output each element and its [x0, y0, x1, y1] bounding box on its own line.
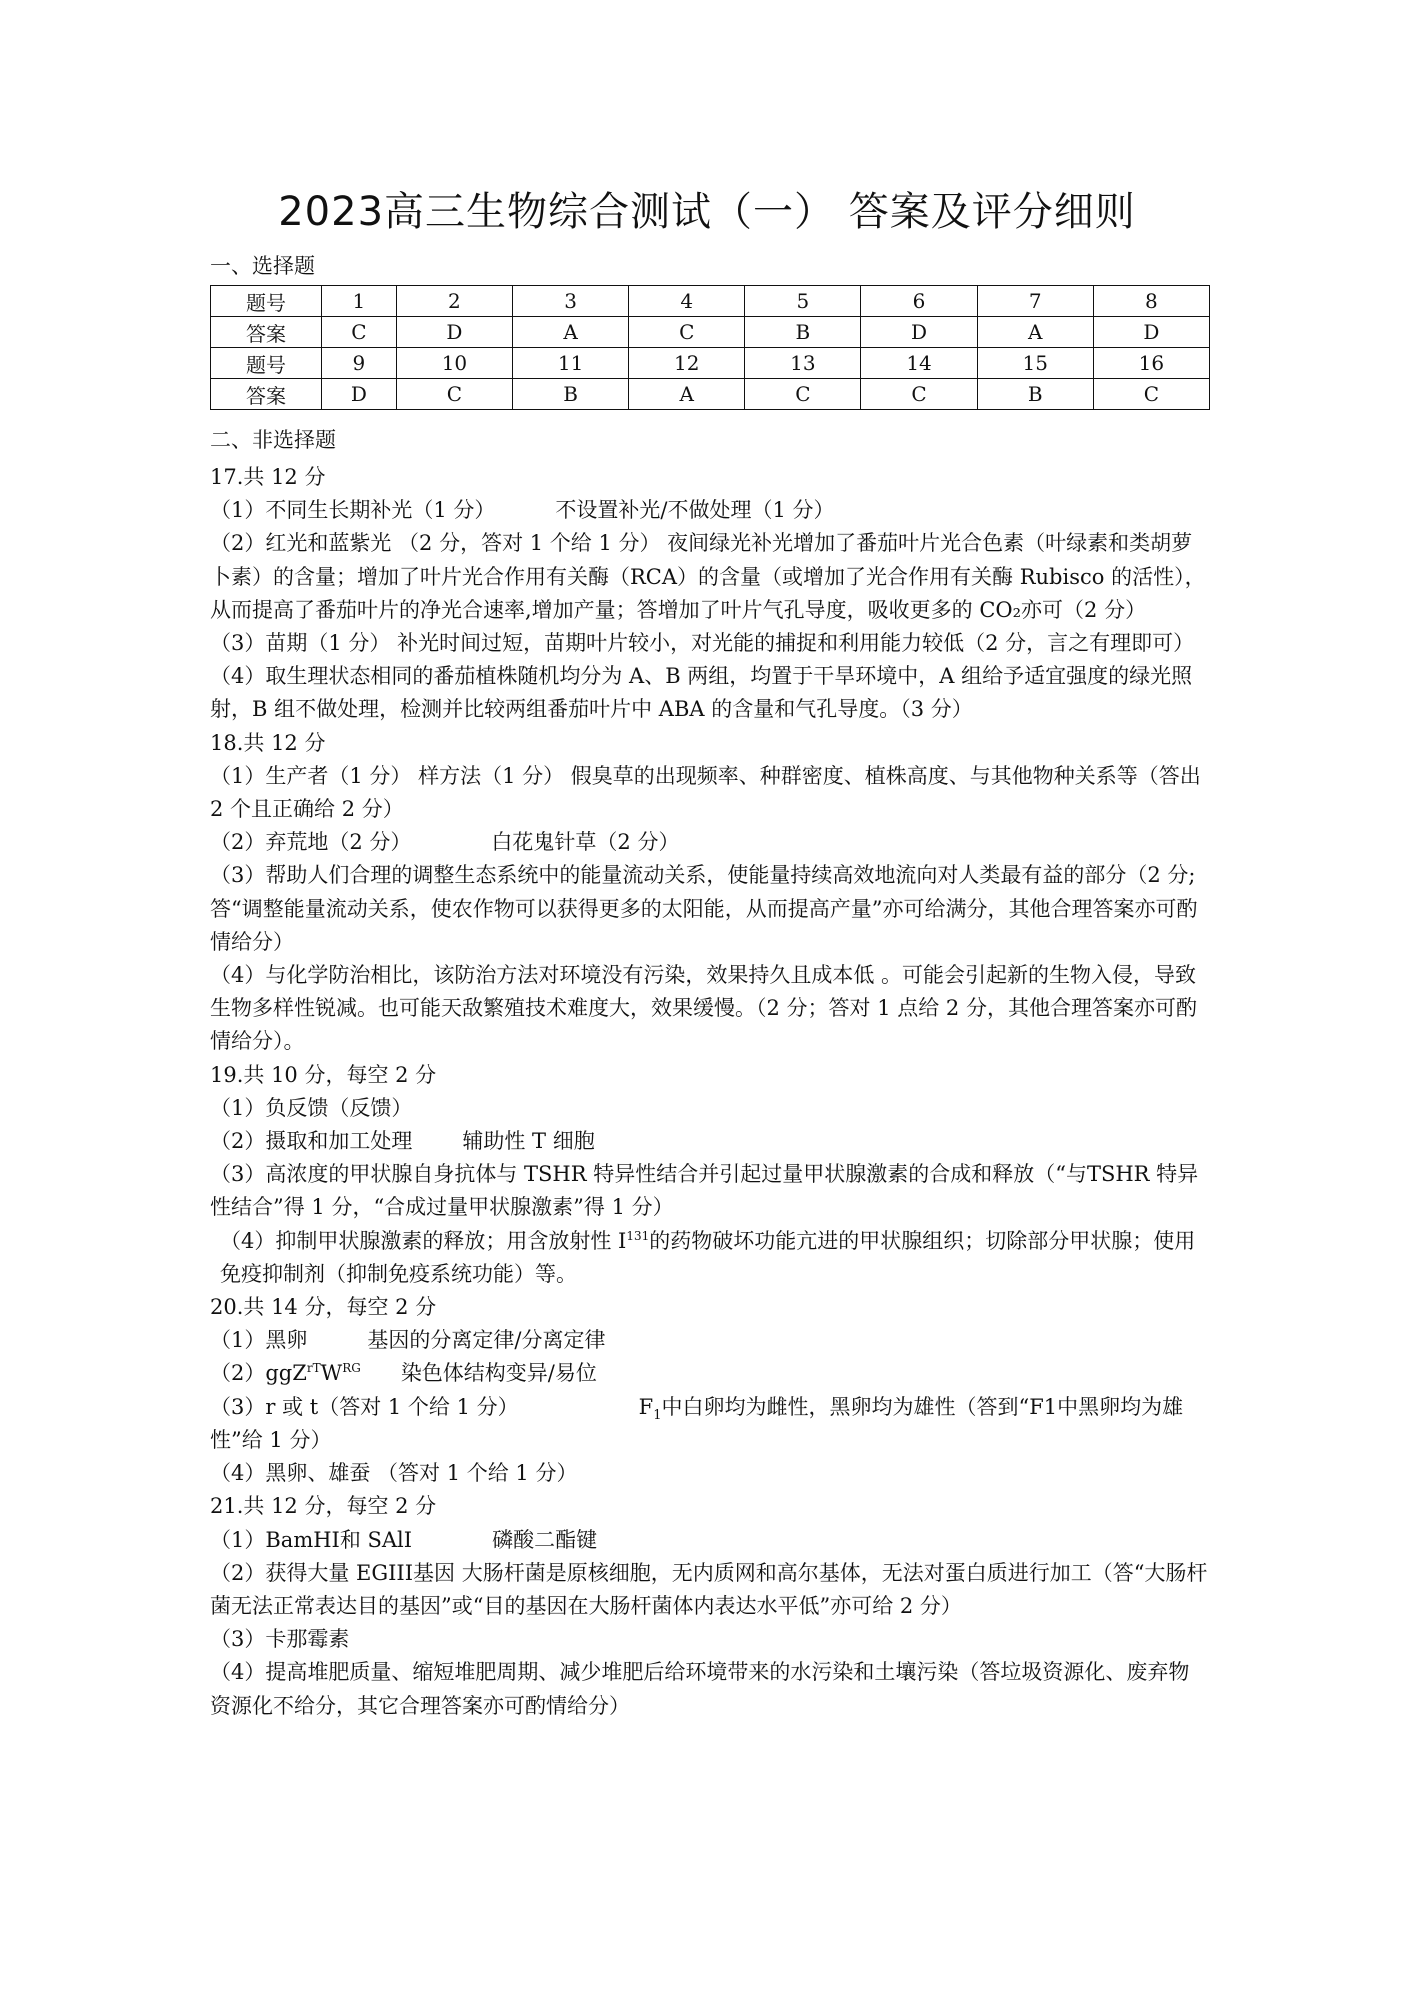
table-row-label: 题号 — [211, 286, 322, 317]
table-cell: 14 — [861, 348, 977, 379]
q17-part1 — [210, 494, 1210, 527]
q18-part2-a: （2）弃荒地（2 分） — [210, 830, 412, 855]
q19-part4-b: 的药物破坏功能亢进的甲状腺组织；切除部分甲状腺；使用免疫抑制剂（抑制免疫系统功能）等。 — [220, 1228, 1196, 1286]
q20-part3-b1: F — [638, 1394, 654, 1419]
table-cell: A — [513, 317, 629, 348]
q20-part3-subscript: 1 — [653, 1407, 662, 1423]
table-row — [211, 379, 1210, 410]
q20-part1 — [210, 1324, 1210, 1357]
page-title: 2023高三生物综合测试（一） 答案及评分细则 — [278, 189, 1136, 235]
q20-part2-sup2: RG — [342, 1361, 361, 1376]
table-cell: B — [513, 379, 629, 410]
q18-part2 — [210, 826, 1210, 859]
q20-part3-b2: 中白卵均为雌性，黑卵均为雄性（答到“F1中黑卵均为雄性”给 1 分） — [210, 1394, 1184, 1452]
q21-part1 — [210, 1524, 1210, 1557]
q18-part1: （1）生产者（1 分） 样方法（1 分） 假臭草的出现频率、种群密度、植株高度、与其他物种关系等（答出 2 个且正确给 2 分） — [210, 763, 1201, 822]
q19-part4-superscript: 131 — [626, 1228, 650, 1243]
table-cell: 12 — [629, 348, 745, 379]
q20-heading: 20.共 14 分，每空 2 分 — [210, 1295, 437, 1320]
table-cell: 2 — [396, 286, 512, 317]
table-cell: 13 — [745, 348, 861, 379]
q19-part1: （1）负反馈（反馈） — [210, 1095, 413, 1120]
table-cell: D — [861, 317, 977, 348]
q17-part1-a: （1）不同生长期补光（1 分） — [210, 498, 496, 523]
q18-part2-b: 白花鬼针草（2 分） — [491, 830, 680, 855]
table-cell: 15 — [977, 348, 1093, 379]
table-cell: D — [322, 379, 397, 410]
q19-part3: （3）高浓度的甲状腺自身抗体与 TSHR 特异性结合并引起过量甲状腺激素的合成和释放（“与TSHR 特异性结合”得 1 分，“合成过量甲状腺激素”得 1 分） — [210, 1162, 1199, 1220]
table-cell: C — [322, 317, 397, 348]
q17-part3: （3）苗期（1 分） 补光时间过短，苗期叶片较小，对光能的捕捉和利用能力较低（2 分，言之有理即可） — [210, 631, 1195, 656]
q19-part2-a: （2）摄取和加工处理 — [210, 1129, 413, 1154]
q20-part3 — [210, 1391, 1210, 1457]
q18-part3: （3）帮助人们合理的调整生态系统中的能量流动关系，使能量持续高效地流向对人类最有益的部分（2 分;答“调整能量流动关系，使农作物可以获得更多的太阳能，从而提高产量”亦可给满分，其他合理答案亦可酌情给分） — [210, 863, 1198, 954]
q21-part1-b: 磷酸二酯键 — [492, 1527, 598, 1552]
q17-part2: （2）红光和蓝紫光 （2 分，答对 1 个给 1 分） 夜间绿光补光增加了番茄叶片光合色素（叶绿素和类胡萝卜素）的含量；增加了叶片光合作用有关酶（RCA）的含量（或增加了光合作用有关酶 Rubisco 的活性），从而提高了番茄叶片的净光合速率,增加产量；答增加了叶片气孔导度，吸收更多的 CO₂亦可（2 分） — [210, 531, 1206, 622]
table-cell: 6 — [861, 286, 977, 317]
q19-part2 — [210, 1125, 1210, 1158]
table-cell: 5 — [745, 286, 861, 317]
q17-part1-b: 不设置补光/不做处理（1 分） — [555, 498, 835, 523]
answers-body — [210, 461, 1210, 1723]
q20-part3-a: （3）r 或 t（答对 1 个给 1 分） — [210, 1394, 519, 1419]
table-cell: 4 — [629, 286, 745, 317]
q19-part4-a: （4）抑制甲状腺激素的释放；用含放射性 I — [220, 1228, 627, 1253]
q21-part2: （2）获得大量 EGIII基因 大肠杆菌是原核细胞，无内质网和高尔基体，无法对蛋白质进行加工（答“大肠杆菌无法正常表达目的基因”或“目的基因在大肠杆菌体内表达水平低”亦可给 2 分） — [210, 1560, 1208, 1618]
table-cell: 9 — [322, 348, 397, 379]
q20-part2-mid: W — [320, 1361, 343, 1386]
q20-part2-b: 染色体结构变异/易位 — [400, 1361, 597, 1386]
q21-part1-a: （1）BamHⅠ和 SAlⅠ — [210, 1527, 413, 1552]
table-cell: C — [745, 379, 861, 410]
q21-heading: 21.共 12 分，每空 2 分 — [210, 1494, 437, 1519]
table-cell: C — [861, 379, 977, 410]
q19-part4 — [210, 1225, 1210, 1291]
table-cell: D — [1093, 317, 1209, 348]
q20-part1-b: 基因的分离定律/分离定律 — [367, 1328, 606, 1353]
q20-part1-a: （1）黑卵 — [210, 1328, 308, 1353]
table-cell: C — [396, 379, 512, 410]
table-cell: A — [977, 317, 1093, 348]
table-cell: D — [396, 317, 512, 348]
table-row-label: 答案 — [211, 317, 322, 348]
table-cell: B — [977, 379, 1093, 410]
table-cell: 3 — [513, 286, 629, 317]
table-row-label: 答案 — [211, 379, 322, 410]
q17-part4: （4）取生理状态相同的番茄植株随机均分为 A、B 两组，均置于干旱环境中，A 组给予适宜强度的绿光照射，B 组不做处理，检测并比较两组番茄叶片中 ABA 的含量和气孔导度。（3 分） — [210, 664, 1193, 722]
table-cell: 10 — [396, 348, 512, 379]
q21-part3: （3）卡那霉素 — [210, 1627, 350, 1652]
q20-part2-sup1: rT — [306, 1361, 321, 1376]
table-cell: 16 — [1093, 348, 1209, 379]
q20-part2-a: （2）ggZ — [210, 1361, 307, 1386]
choice-answer-table — [210, 285, 1210, 410]
table-cell: C — [629, 317, 745, 348]
section-choice-heading: 一、选择题 — [210, 254, 315, 278]
q19-part2-b: 辅助性 T 细胞 — [462, 1129, 595, 1154]
table-cell: 11 — [513, 348, 629, 379]
q17-heading: 17.共 12 分 — [210, 465, 326, 489]
table-cell: 1 — [322, 286, 397, 317]
table-cell: A — [629, 379, 745, 410]
table-cell: 7 — [977, 286, 1093, 317]
q19-heading: 19.共 10 分，每空 2 分 — [210, 1062, 437, 1087]
table-row — [211, 286, 1210, 317]
q20-part4: （4）黑卵、雄蚕 （答对 1 个给 1 分） — [210, 1461, 578, 1486]
table-cell: B — [745, 317, 861, 348]
section-nonchoice-heading: 二、非选择题 — [210, 428, 336, 452]
table-row — [211, 348, 1210, 379]
q18-part4: （4）与化学防治相比，该防治方法对环境没有污染，效果持久且成本低 。可能会引起新的生物入侵，导致生物多样性锐减。也可能天敌繁殖技术难度大，效果缓慢。（2 分；答对 1 点给 2 分，其他合理答案亦可酌情给分）。 — [210, 963, 1197, 1054]
table-row — [211, 317, 1210, 348]
table-cell: 8 — [1093, 286, 1209, 317]
table-row-label: 题号 — [211, 348, 322, 379]
q18-heading: 18.共 12 分 — [210, 730, 326, 755]
table-cell: C — [1093, 379, 1209, 410]
q21-part4: （4）提高堆肥质量、缩短堆肥周期、减少堆肥后给环境带来的水污染和土壤污染（答垃圾资源化、废弃物资源化不给分，其它合理答案亦可酌情给分） — [210, 1660, 1190, 1718]
q20-part2 — [210, 1357, 1210, 1390]
